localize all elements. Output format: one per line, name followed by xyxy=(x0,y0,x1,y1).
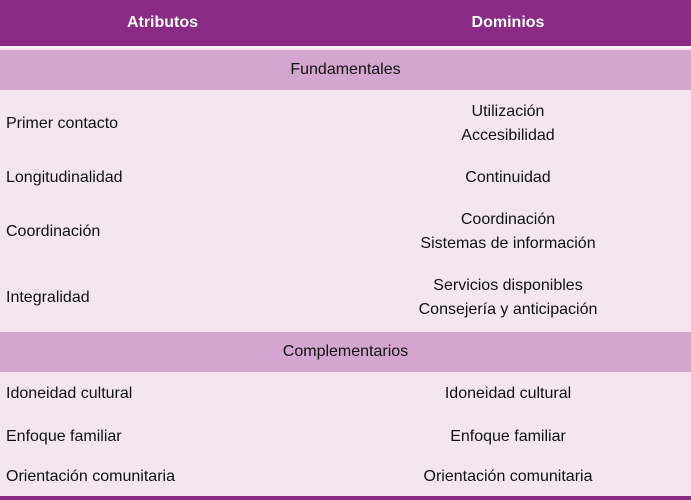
domain-line: Accesibilidad xyxy=(461,127,555,144)
section-title-complementarios: Complementarios xyxy=(0,332,691,372)
table-row xyxy=(0,416,691,458)
table-row xyxy=(0,372,691,416)
attribute-cell: Integralidad xyxy=(6,289,90,306)
attribute-cell: Enfoque familiar xyxy=(6,428,122,445)
domain-cell xyxy=(325,266,691,330)
table-row xyxy=(0,90,691,158)
attribute-cell: Coordinación xyxy=(6,223,101,240)
domain-cell xyxy=(325,90,691,158)
table-row xyxy=(0,198,691,266)
table-header xyxy=(0,0,691,46)
attribute-cell: Orientación comunitaria xyxy=(6,468,175,485)
domain-cell xyxy=(325,158,691,198)
domain-line: Orientación comunitaria xyxy=(423,468,593,485)
table-row xyxy=(0,158,691,198)
domain-line: Enfoque familiar xyxy=(450,428,566,445)
header-domains: Dominios xyxy=(471,14,545,31)
table-row xyxy=(0,266,691,330)
domain-line: Consejería y anticipación xyxy=(418,301,598,318)
domain-cell xyxy=(325,458,691,496)
domain-cell xyxy=(325,372,691,416)
domain-line: Servicios disponibles xyxy=(433,277,583,294)
domain-line: Utilización xyxy=(471,103,545,120)
domain-line: Coordinación xyxy=(460,211,556,228)
section-title-fundamentales: Fundamentales xyxy=(0,50,691,90)
attribute-cell: Primer contacto xyxy=(6,115,119,132)
header-attributes: Atributos xyxy=(126,14,199,31)
domain-line: Sistemas de información xyxy=(420,235,596,252)
header-divider xyxy=(0,46,691,48)
domain-line: Idoneidad cultural xyxy=(444,385,572,402)
attribute-cell: Idoneidad cultural xyxy=(6,385,133,402)
table-bottom-border xyxy=(0,496,691,500)
domain-cell xyxy=(325,416,691,458)
attribute-cell: Longitudinalidad xyxy=(6,169,123,186)
table-row xyxy=(0,458,691,496)
domain-line: Continuidad xyxy=(465,169,551,186)
domain-cell xyxy=(325,198,691,266)
